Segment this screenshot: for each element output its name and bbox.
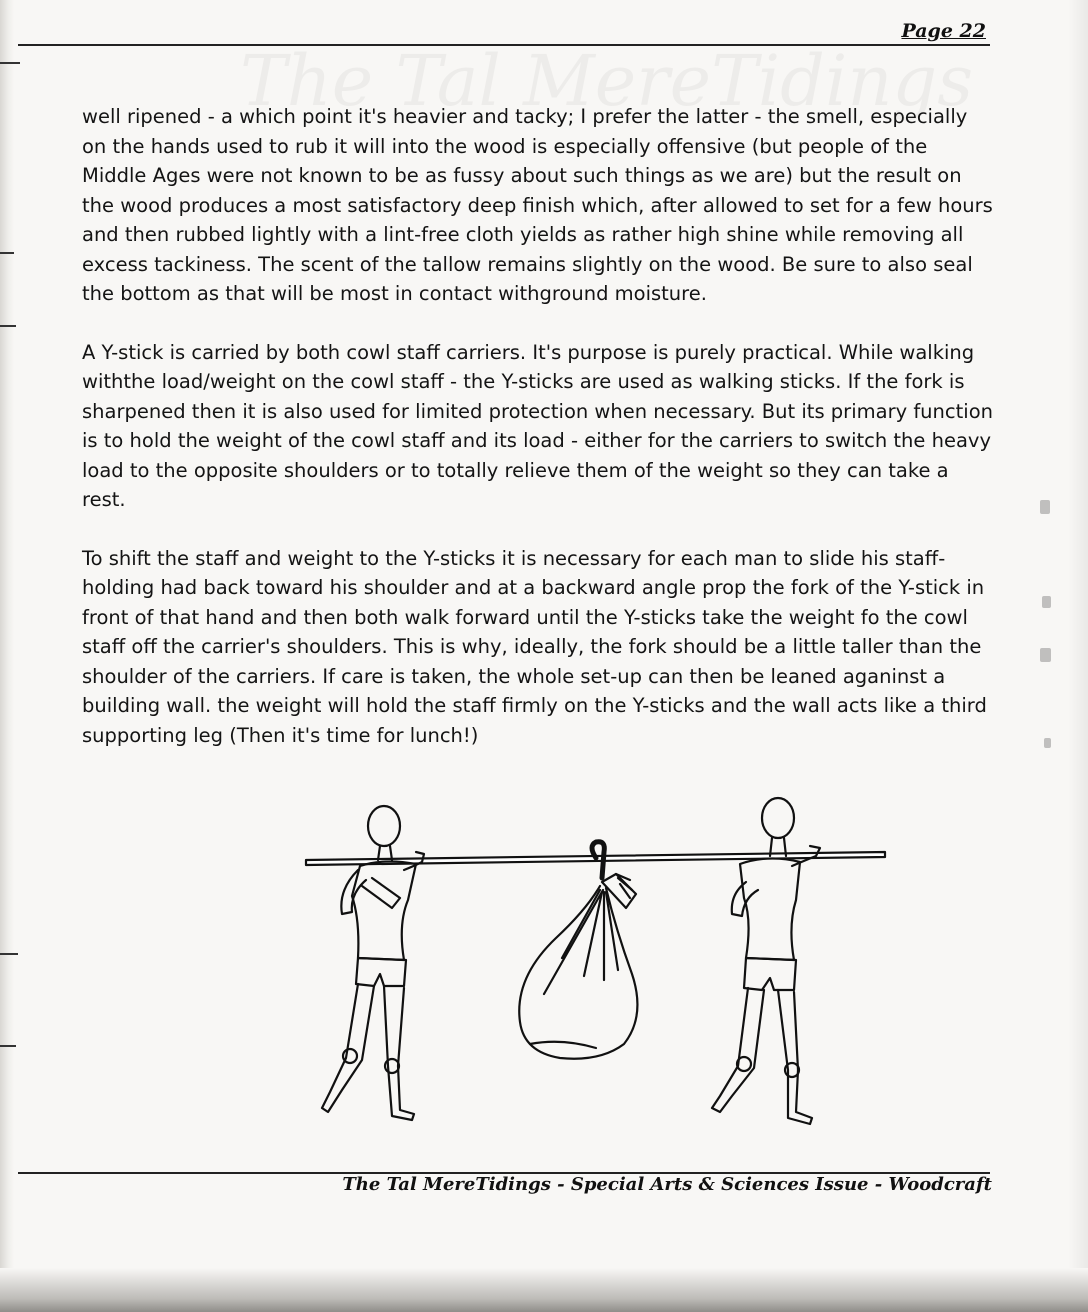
right-carrier-head [762, 798, 794, 838]
binding-mark [0, 953, 18, 955]
sack-folds [544, 890, 618, 994]
scan-speck [1042, 596, 1051, 608]
scan-speck [1040, 648, 1051, 662]
hanging-sack [519, 842, 637, 1059]
left-carrier-head [368, 806, 400, 846]
left-carrier-knee [343, 1049, 357, 1063]
article-body [82, 102, 994, 779]
sack-body [519, 886, 637, 1059]
binding-mark [0, 252, 14, 254]
paragraph-y-stick-purpose: A Y-stick is carried by both cowl staff carriers. It's purpose is purely practical. While walking withthe load/weight on the cowl staff - the Y-sticks are used as walking sticks. If the fork is sharpened then it is also used for limited protection when necessary. But its primary function is to hold the weight of the cowl staff and its load - either for the carriers to switch the heavy load to the opposite shoulders or to totally relieve them of the weight so they can take a rest. [82, 340, 993, 511]
left-carrier-forearm [362, 878, 400, 908]
right-carrier [712, 798, 820, 1124]
right-carrier-right-leg [778, 990, 812, 1124]
right-carrier-shorts [744, 958, 796, 990]
left-carrier-shorts [356, 958, 406, 986]
sack-bottom-crease [530, 1042, 596, 1048]
right-carrier-torso [740, 858, 800, 960]
scan-speck [1040, 500, 1050, 514]
publication-footer: The Tal MereTidings - Special Arts & Sciences Issue - Woodcraft [342, 1174, 992, 1195]
header-rule [18, 44, 990, 46]
right-carrier-left-leg [712, 988, 764, 1112]
binding-mark [0, 62, 20, 64]
paragraph-shifting-weight: To shift the staff and weight to the Y-sticks it is necessary for each man to slide his staff-holding had back toward his shoulder and at a backward angle prop the fork of the Y-stick in front of that hand and then both walk forward until the Y-sticks take the weight fo the cowl staff off the carrier's shoulders. This is why, ideally, the fork should be a little taller than the shoulder of the carriers. If care is taken, the whole set-up can then be leaned aganinst a building wall. the weight will hold the staff firmly on the Y-sticks and the wall acts like a third supporting leg (Then it's time for lunch!) [82, 546, 987, 747]
left-carrier-right-leg [384, 986, 414, 1120]
cowl-staff-illustration [300, 790, 900, 1140]
page-bottom-shadow [0, 1268, 1088, 1312]
binding-mark [0, 1045, 16, 1047]
sack-fan-tie [616, 874, 632, 898]
paragraph-tallow-finish: well ripened - a which point it's heavier and tacky; I prefer the latter - the smell, especially on the hands used to rub it will into the wood is especially offensive (but people of the Middle Ages were not known to be as fussy about such things as we are) but the result on the wood produces a most satisfactory deep finish which, after allowed to set for a few hours and then rubbed lightly with a lint-free cloth yields as rather high shine while removing all excess tackiness. The scent of the tallow remains slightly on the wood. Be sure to also seal the bottom as that will be most in contact withground moisture. [82, 105, 993, 305]
page-number: Page 22 [901, 20, 986, 42]
binding-mark [0, 325, 16, 327]
left-carrier [322, 806, 424, 1120]
scan-speck [1044, 738, 1051, 748]
left-carrier-left-leg [322, 984, 374, 1112]
binding-edge [0, 0, 14, 1312]
page-edge-shadow [1068, 0, 1088, 1312]
left-carrier-torso [352, 861, 416, 960]
